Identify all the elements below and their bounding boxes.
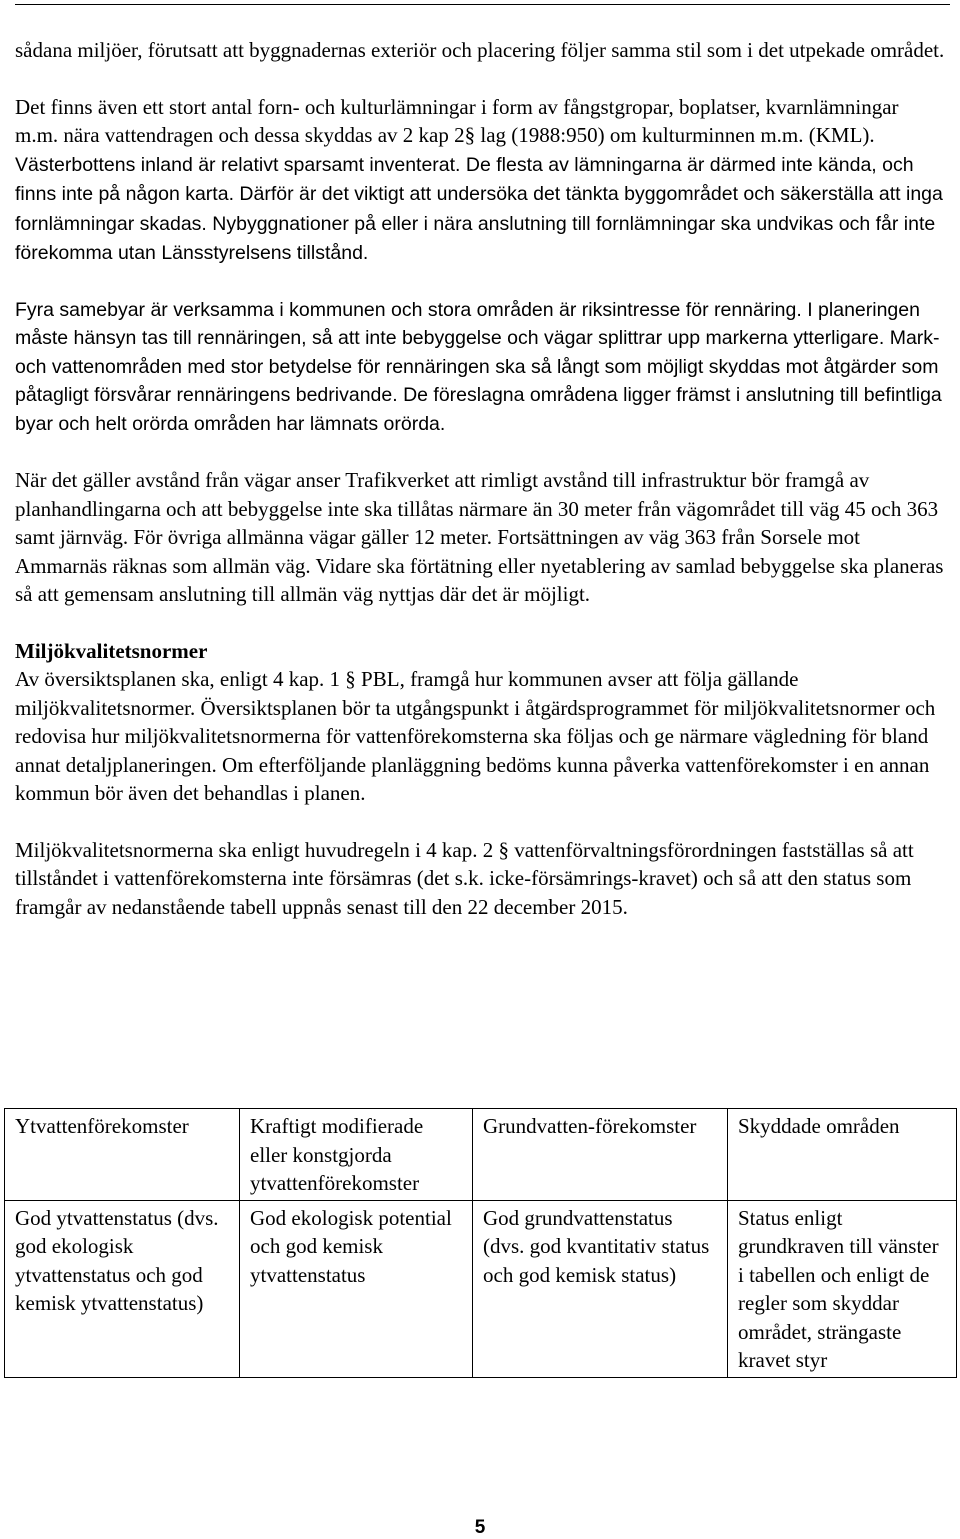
table-cell: God ytvattenstatus (dvs. god ekologisk ytvattenstatus och god kemisk ytvattenstatus) bbox=[5, 1200, 240, 1377]
paragraph-road-distances: När det gäller avstånd från vägar anser Trafikverket att rimligt avstånd till infrastruktur bör framgå av planhandlingarna och att bebyggelse inte ska tillåtas närmare än 30 meter från vägområdet till väg 45 och 363 samt järnväg. För övriga allmänna vägar gäller 12 meter. Fortsättningen av väg 363 från Sorsele mot Ammarnäs räknas som allmän väg. Vidare ska förtätning eller nyetablering av samlad bebyggelse ska planeras så att gemensam anslutning till allmän väg nyttjas där det är möjligt. bbox=[15, 468, 944, 606]
water-status-table bbox=[4, 1108, 957, 1378]
table-header-row bbox=[5, 1109, 957, 1201]
paragraph-reindeer-herding: Fyra samebyar är verksamma i kommunen och stora områden är riksintresse för rennäring. I planeringen måste hänsyn tas till rennäringen, så att inte bebyggelse och vägar splittrar upp markerna ytterligare. Mark- och vattenområden med stor betydelse för rennäringen ska så långt som möjligt skyddas mot åtgärder som påtagligt försvårar rennäringens bedrivande. De föreslagna områdena ligger främst i anslutning till befintliga byar och helt orörda områden har lämnats orörda. bbox=[15, 298, 942, 435]
paragraph-water-regulation: Miljökvalitetsnormerna ska enligt huvudregeln i 4 kap. 2 § vattenförvaltningsförordningen fastställas så att tillståndet i vattenförekomsterna inte försämras (det s.k. icke-försämrings-kravet) och så att den status som framgår av nedanstående tabell uppnås senast till den 22 december 2015. bbox=[15, 837, 914, 919]
table-header-cell: Grundvatten-förekomster bbox=[473, 1109, 728, 1201]
table-cell: God ekologisk potential och god kemisk ytvattenstatus bbox=[240, 1200, 473, 1377]
section-heading-environmental-quality-standards: Miljökvalitetsnormer bbox=[15, 638, 208, 663]
table-header-cell: Ytvattenförekomster bbox=[5, 1109, 240, 1201]
paragraph-comprehensive-plan: Av översiktsplanen ska, enligt 4 kap. 1 § PBL, framgå hur kommunen avser att följa gällande miljökvalitetsnormer. Översiktsplanen bör ta utgångspunkt i åtgärdsprogrammet för miljökvalitetsnormer och redovisa hur miljökvalitetsnormerna för vattenförekomsterna ska följas och ge närmare vägledning för bland annat detaljplaneringen. Om efterföljande planläggning bedöms kunna påverka vattenförekomster i en annan kommun bör även det behandlas i planen. bbox=[15, 667, 936, 805]
paragraph-cultural-remains-sans: Västerbottens inland är relativt sparsamt inventerat. De flesta av lämningarna är därmed inte kända, och finns inte på någon karta. Därför är det viktigt att undersöka det tänkta byggområdet och säkerställa att inga fornlämningar skadas. Nybyggnationer på eller i nära anslutning till fornlämningar ska undvikas och får inte förekomma utan Länsstyrelsens tillstånd. bbox=[15, 153, 943, 264]
table-cell: God grundvattenstatus (dvs. god kvantitativ status och god kemisk status) bbox=[473, 1200, 728, 1377]
paragraph-environments: sådana miljöer, förutsatt att byggnadernas exteriör och placering följer samma stil som i det utpekade området. bbox=[15, 38, 945, 62]
table-header-cell: Skyddade områden bbox=[728, 1109, 957, 1201]
table-row bbox=[5, 1200, 957, 1377]
paragraph-cultural-remains-serif: Det finns även ett stort antal forn- och kulturlämningar i form av fångstgropar, boplatser, kvarnlämningar m.m. nära vattendragen och dessa skyddas av 2 kap 2§ lag (1988:950) om kulturminnen m.m. (KML). bbox=[15, 94, 899, 147]
table-cell: Status enligt grundkraven till vänster i tabellen och enligt de regler som skyddar området, strängaste kravet styr bbox=[728, 1200, 957, 1377]
paragraph-cultural-remains bbox=[15, 93, 945, 268]
header-rule bbox=[15, 4, 950, 5]
table-header-cell: Kraftigt modifierade eller konstgjorda ytvattenförekomster bbox=[240, 1109, 473, 1201]
document-body bbox=[15, 36, 945, 921]
page-number: 5 bbox=[474, 1517, 486, 1538]
